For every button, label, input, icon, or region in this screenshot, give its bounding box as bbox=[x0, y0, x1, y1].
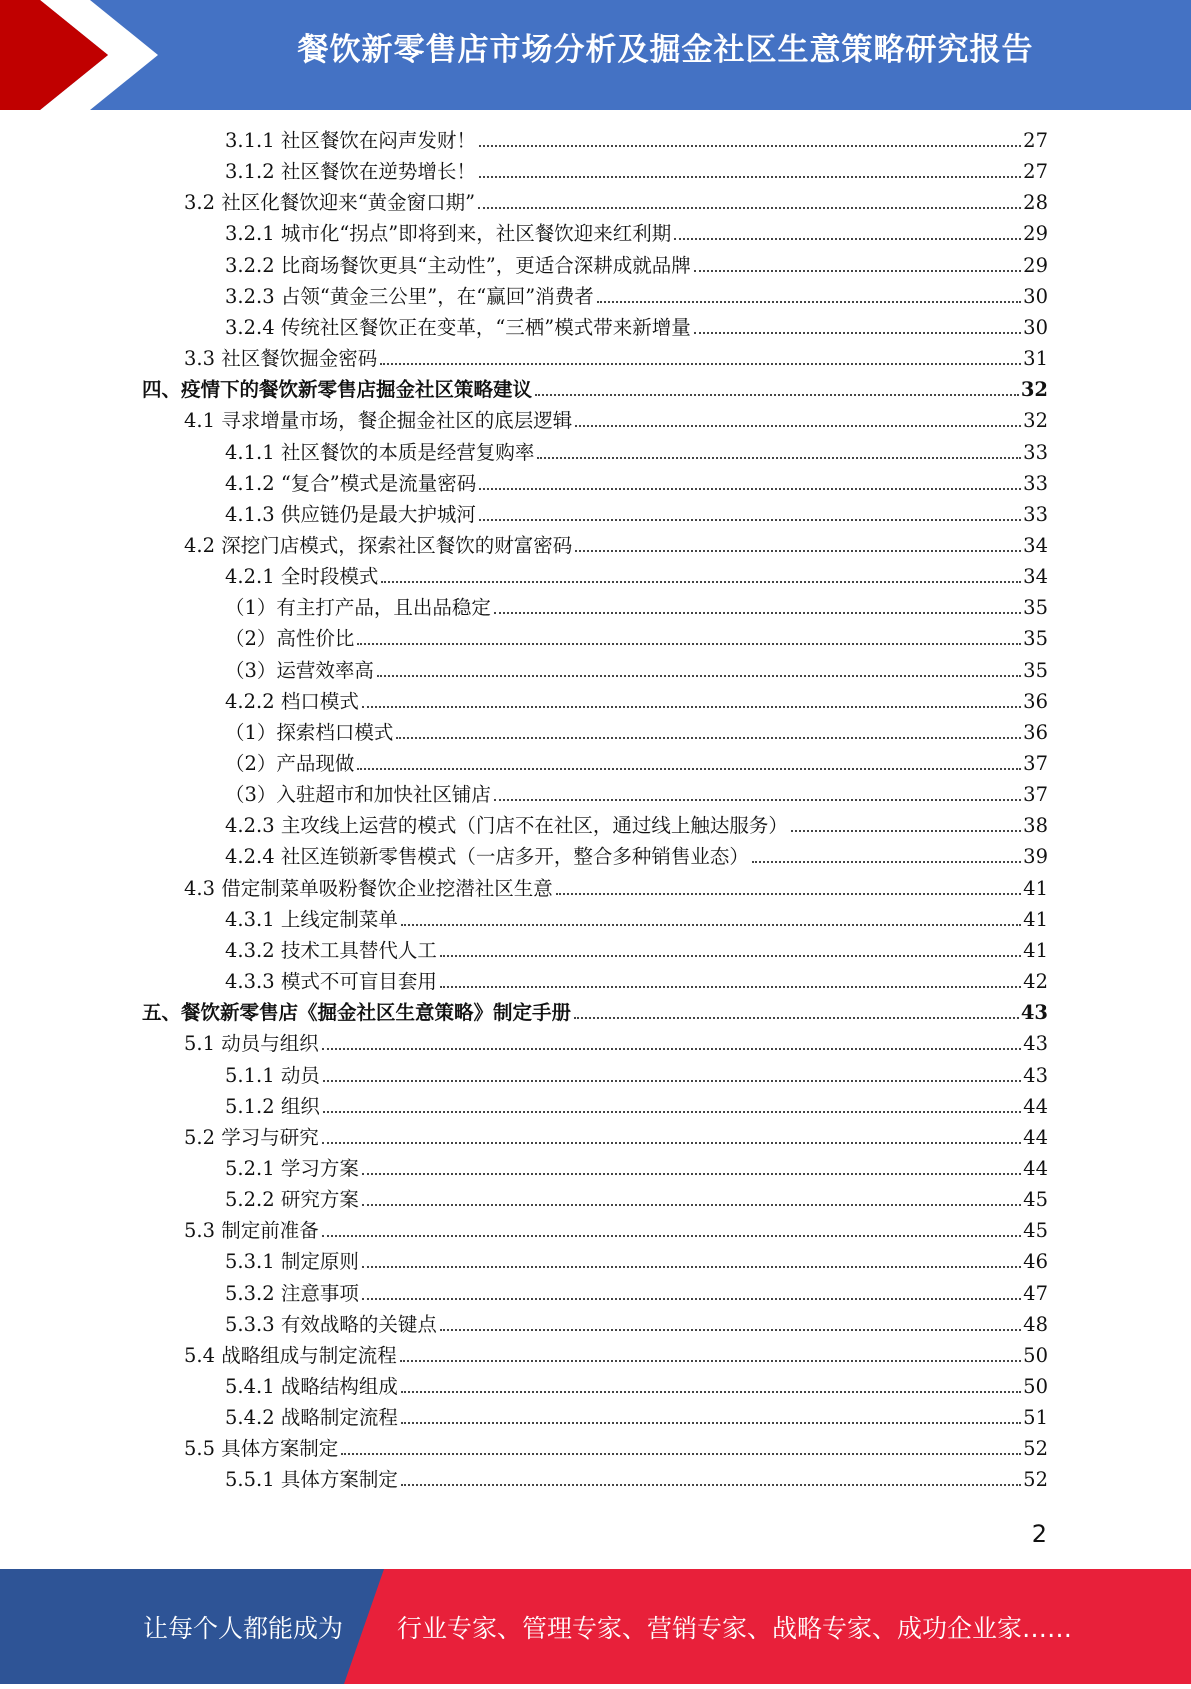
toc-entry-title: 3.1.2 社区餐饮在逆势增长！ bbox=[225, 160, 476, 184]
toc-entry-page: 45 bbox=[1023, 1219, 1048, 1243]
toc-entry[interactable] bbox=[225, 437, 1048, 468]
toc-entry[interactable] bbox=[225, 623, 1048, 654]
toc-entry-title: 4.3.1 上线定制菜单 bbox=[225, 907, 398, 931]
toc-entry-page: 27 bbox=[1023, 129, 1048, 152]
toc-entry-title: 5.3.1 制定原则 bbox=[225, 1250, 359, 1274]
toc-dot-leader bbox=[479, 488, 1021, 490]
toc-entry[interactable] bbox=[184, 1433, 1048, 1464]
toc-dot-leader bbox=[401, 924, 1021, 926]
toc-entry-page: 50 bbox=[1023, 1343, 1048, 1367]
toc-dot-leader bbox=[377, 675, 1021, 677]
toc-entry-title: 5.5.1 具体方案制定 bbox=[225, 1468, 398, 1492]
toc-entry-page: 52 bbox=[1023, 1437, 1048, 1461]
toc-entry-page: 52 bbox=[1023, 1468, 1048, 1492]
toc-dot-leader bbox=[479, 519, 1021, 521]
toc-dot-leader bbox=[574, 1017, 1019, 1019]
toc-dot-leader bbox=[478, 207, 1021, 209]
toc-entry-title: 5.4.1 战略结构组成 bbox=[225, 1375, 398, 1398]
toc-entry-title: 5.5 具体方案制定 bbox=[184, 1437, 339, 1461]
toc-entry[interactable] bbox=[225, 1091, 1048, 1122]
toc-entry-page: 43 bbox=[1023, 1063, 1048, 1087]
toc-dot-leader bbox=[401, 1484, 1021, 1486]
toc-entry-title: （2）高性价比 bbox=[225, 627, 355, 651]
page-number: 2 bbox=[1031, 1520, 1047, 1548]
toc-entry[interactable] bbox=[225, 156, 1048, 187]
toc-entry-title: 3.2.1 城市化“拐点”即将到来，社区餐饮迎来红利期 bbox=[225, 222, 672, 246]
toc-entry-page: 27 bbox=[1023, 160, 1048, 184]
toc-entry-page: 48 bbox=[1023, 1312, 1048, 1336]
toc-dot-leader bbox=[357, 643, 1021, 645]
toc-entry-page: 29 bbox=[1023, 222, 1048, 246]
toc-dot-leader bbox=[322, 1235, 1021, 1237]
toc-entry-page: 35 bbox=[1023, 658, 1048, 682]
toc-entry-title: 4.2.4 社区连锁新零售模式（一店多开，整合多种销售业态） bbox=[225, 845, 749, 869]
toc-dot-leader bbox=[479, 145, 1021, 147]
toc-entry-title: 5.1.1 动员 bbox=[225, 1063, 320, 1087]
toc-entry[interactable] bbox=[225, 717, 1048, 748]
toc-entry-page: 31 bbox=[1023, 347, 1048, 371]
toc-entry-page: 33 bbox=[1023, 471, 1048, 495]
toc-entry-title: 四、疫情下的餐饮新零售店掘金社区策略建议 bbox=[142, 378, 533, 402]
toc-dot-leader bbox=[362, 1173, 1021, 1175]
toc-entry[interactable] bbox=[225, 935, 1048, 966]
toc-entry-page: 32 bbox=[1020, 378, 1048, 402]
toc-dot-leader bbox=[556, 893, 1021, 895]
toc-entry-title: 3.2.2 比商场餐饮更具“主动性”，更适合深耕成就品牌 bbox=[225, 253, 691, 277]
toc-entry-title: 5.1 动员与组织 bbox=[184, 1032, 319, 1056]
toc-entry-page: 35 bbox=[1023, 627, 1048, 651]
toc-entry-title: 4.1 寻求增量市场，餐企掘金社区的底层逻辑 bbox=[184, 409, 573, 433]
toc-dot-leader bbox=[694, 332, 1021, 334]
toc-entry-title: 4.2 深挖门店模式，探索社区餐饮的财富密码 bbox=[184, 533, 573, 557]
toc-entry[interactable] bbox=[225, 1060, 1048, 1091]
toc-entry-title: 3.3 社区餐饮掘金密码 bbox=[184, 347, 378, 371]
toc-entry-page: 51 bbox=[1023, 1406, 1048, 1430]
toc-entry[interactable] bbox=[225, 1309, 1048, 1340]
toc-entry-title: 五、餐饮新零售店《掘金社区生意策略》制定手册 bbox=[142, 1001, 572, 1025]
page-header bbox=[0, 0, 1191, 110]
toc-entry-title: 3.2.3 占领“黄金三公里”，在“赢回”消费者 bbox=[225, 284, 594, 308]
toc-entry[interactable] bbox=[142, 374, 1048, 405]
toc-entry-page: 41 bbox=[1023, 907, 1048, 931]
toc-entry[interactable] bbox=[184, 343, 1048, 374]
toc-entry[interactable] bbox=[225, 218, 1048, 249]
toc-dot-leader bbox=[357, 768, 1021, 770]
toc-dot-leader bbox=[341, 1453, 1021, 1455]
toc-entry[interactable] bbox=[184, 1122, 1048, 1153]
toc-entry-title: 5.3.3 有效战略的关键点 bbox=[225, 1312, 437, 1336]
toc-entry-title: 4.1.1 社区餐饮的本质是经营复购率 bbox=[225, 440, 535, 464]
toc-entry[interactable] bbox=[184, 873, 1048, 904]
toc-dot-leader bbox=[362, 706, 1021, 708]
toc-entry-page: 35 bbox=[1023, 596, 1048, 620]
toc-entry[interactable] bbox=[225, 1402, 1048, 1433]
toc-dot-leader bbox=[362, 1204, 1021, 1206]
toc-entry[interactable] bbox=[225, 250, 1048, 281]
toc-entry-title: 5.4.2 战略制定流程 bbox=[225, 1406, 398, 1430]
toc-entry-page: 33 bbox=[1023, 502, 1048, 526]
report-title: 餐饮新零售店市场分析及掘金社区生意策略研究报告 bbox=[297, 32, 1034, 68]
toc-dot-leader bbox=[381, 581, 1021, 583]
toc-dot-leader bbox=[380, 363, 1021, 365]
toc-entry-page: 42 bbox=[1023, 970, 1048, 994]
toc-entry-title: 4.3.2 技术工具替代人工 bbox=[225, 938, 437, 962]
toc-entry-title: 4.3.3 模式不可盲目套用 bbox=[225, 970, 437, 994]
page-footer bbox=[0, 1569, 1191, 1684]
toc-dot-leader bbox=[323, 1111, 1021, 1113]
toc-entry[interactable] bbox=[225, 1246, 1048, 1277]
toc-entry-page: 34 bbox=[1023, 533, 1048, 557]
toc-entry[interactable] bbox=[225, 468, 1048, 499]
toc-entry-page: 43 bbox=[1023, 1032, 1048, 1056]
toc-entry-page: 37 bbox=[1023, 752, 1048, 775]
toc-entry[interactable] bbox=[225, 281, 1048, 312]
toc-entry-page: 44 bbox=[1023, 1156, 1048, 1180]
toc-entry[interactable] bbox=[225, 312, 1048, 343]
toc-dot-leader bbox=[537, 457, 1021, 459]
toc-entry[interactable] bbox=[184, 187, 1048, 218]
toc-entry[interactable] bbox=[225, 561, 1048, 592]
toc-entry-title: 5.3.2 注意事项 bbox=[225, 1281, 359, 1305]
toc-dot-leader bbox=[791, 830, 1021, 832]
toc-entry[interactable] bbox=[184, 530, 1048, 561]
toc-dot-leader bbox=[752, 861, 1021, 863]
toc-dot-leader bbox=[322, 1048, 1021, 1050]
toc-entry-page: 39 bbox=[1023, 845, 1048, 869]
toc-dot-leader bbox=[535, 394, 1019, 396]
toc-entry-title: 4.2.2 档口模式 bbox=[225, 689, 359, 713]
toc-dot-leader bbox=[440, 955, 1021, 957]
toc-entry-page: 46 bbox=[1023, 1250, 1048, 1274]
toc-entry-title: （1）有主打产品，且出品稳定 bbox=[225, 596, 491, 620]
toc-entry-page: 47 bbox=[1023, 1281, 1048, 1305]
toc-entry-page: 29 bbox=[1023, 253, 1048, 277]
toc-entry-page: 44 bbox=[1023, 1125, 1048, 1149]
toc-entry-title: 5.4 战略组成与制定流程 bbox=[184, 1343, 397, 1367]
toc-entry-page: 44 bbox=[1023, 1094, 1048, 1118]
toc-entry[interactable] bbox=[184, 1340, 1048, 1371]
toc-entry[interactable] bbox=[184, 405, 1048, 436]
toc-dot-leader bbox=[440, 1329, 1021, 1331]
footer-slogan-right: 行业专家、管理专家、营销专家、战略专家、成功企业家…… bbox=[397, 1614, 1073, 1643]
toc-entry-title: 4.3 借定制菜单吸粉餐饮企业挖潜社区生意 bbox=[184, 876, 553, 900]
toc-entry[interactable] bbox=[225, 1371, 1048, 1402]
toc-dot-leader bbox=[479, 176, 1021, 178]
toc-entry[interactable] bbox=[225, 841, 1048, 872]
toc-entry[interactable] bbox=[225, 810, 1048, 841]
toc-entry-title: 4.1.3 供应链仍是最大护城河 bbox=[225, 502, 476, 526]
toc-entry-title: 5.3 制定前准备 bbox=[184, 1219, 319, 1243]
toc-entry[interactable] bbox=[225, 1464, 1048, 1495]
footer-slogan-left: 让每个人都能成为 bbox=[143, 1614, 344, 1643]
toc-entry-title: 3.2 社区化餐饮迎来“黄金窗口期” bbox=[184, 191, 476, 215]
toc-dot-leader bbox=[400, 1360, 1021, 1362]
toc-dot-leader bbox=[322, 1142, 1021, 1144]
toc-entry[interactable] bbox=[225, 499, 1048, 530]
toc-entry-page: 34 bbox=[1023, 565, 1048, 589]
toc-entry-page: 33 bbox=[1023, 440, 1048, 464]
toc-entry-title: 4.2.1 全时段模式 bbox=[225, 565, 379, 589]
toc-entry[interactable] bbox=[225, 686, 1048, 717]
toc-entry-page: 37 bbox=[1023, 783, 1048, 807]
toc-entry-title: （3）入驻超市和加快社区铺店 bbox=[225, 783, 491, 807]
toc-dot-leader bbox=[362, 1298, 1021, 1300]
toc-entry-title: 4.1.2 “复合”模式是流量密码 bbox=[225, 471, 477, 495]
toc-dot-leader bbox=[440, 986, 1021, 988]
toc-entry[interactable] bbox=[225, 904, 1048, 935]
toc-entry-page: 43 bbox=[1020, 1001, 1048, 1025]
toc-entry-page: 45 bbox=[1023, 1188, 1048, 1212]
toc-entry-page: 41 bbox=[1023, 938, 1048, 962]
toc-entry-title: 5.2.1 学习方案 bbox=[225, 1156, 359, 1180]
toc-entry[interactable] bbox=[225, 966, 1048, 997]
toc-entry[interactable] bbox=[142, 997, 1048, 1028]
toc-entry[interactable] bbox=[225, 592, 1048, 623]
toc-dot-leader bbox=[401, 1422, 1021, 1424]
toc-entry[interactable] bbox=[225, 125, 1048, 156]
toc-entry-title: 3.1.1 社区餐饮在闷声发财！ bbox=[225, 129, 476, 152]
toc-entry-title: 4.2.3 主攻线上运营的模式（门店不在社区，通过线上触达服务） bbox=[225, 814, 788, 838]
toc-entry-title: （3）运营效率高 bbox=[225, 658, 374, 682]
toc-entry-page: 30 bbox=[1023, 315, 1048, 339]
toc-entry[interactable] bbox=[225, 748, 1048, 779]
toc-entry-page: 28 bbox=[1023, 191, 1048, 215]
toc-dot-leader bbox=[674, 238, 1021, 240]
toc-dot-leader bbox=[575, 425, 1021, 427]
toc-entry[interactable] bbox=[184, 1215, 1048, 1246]
toc-entry-page: 32 bbox=[1023, 409, 1048, 433]
toc-entry-title: 5.2 学习与研究 bbox=[184, 1125, 319, 1149]
toc-entry[interactable] bbox=[225, 779, 1048, 810]
toc-dot-leader bbox=[575, 550, 1021, 552]
toc-entry-title: 5.1.2 组织 bbox=[225, 1094, 320, 1118]
toc-dot-leader bbox=[323, 1080, 1021, 1082]
toc-entry-page: 38 bbox=[1023, 814, 1048, 838]
toc-entry-page: 36 bbox=[1023, 720, 1048, 744]
toc-dot-leader bbox=[494, 799, 1021, 801]
toc-dot-leader bbox=[401, 1391, 1021, 1393]
toc-dot-leader bbox=[494, 612, 1021, 614]
toc-entry[interactable] bbox=[184, 1028, 1048, 1059]
toc-entry-title: 5.2.2 研究方案 bbox=[225, 1188, 359, 1212]
toc-dot-leader bbox=[597, 301, 1021, 303]
toc-entry-title: （1）探索档口模式 bbox=[225, 720, 394, 744]
toc-dot-leader bbox=[396, 737, 1021, 739]
toc-entry[interactable] bbox=[225, 1153, 1048, 1184]
toc-entry-title: （2）产品现做 bbox=[225, 752, 355, 775]
toc-entry[interactable] bbox=[225, 1278, 1048, 1309]
toc-dot-leader bbox=[362, 1266, 1021, 1268]
toc-entry-page: 41 bbox=[1023, 876, 1048, 900]
toc-entry-title: 3.2.4 传统社区餐饮正在变革，“三栖”模式带来新增量 bbox=[225, 315, 691, 339]
toc-dot-leader bbox=[694, 270, 1021, 272]
toc-entry[interactable] bbox=[225, 1184, 1048, 1215]
toc-entry-page: 50 bbox=[1023, 1375, 1048, 1398]
toc-entry-page: 36 bbox=[1023, 689, 1048, 713]
toc-entry[interactable] bbox=[225, 655, 1048, 686]
toc-entry-page: 30 bbox=[1023, 284, 1048, 308]
